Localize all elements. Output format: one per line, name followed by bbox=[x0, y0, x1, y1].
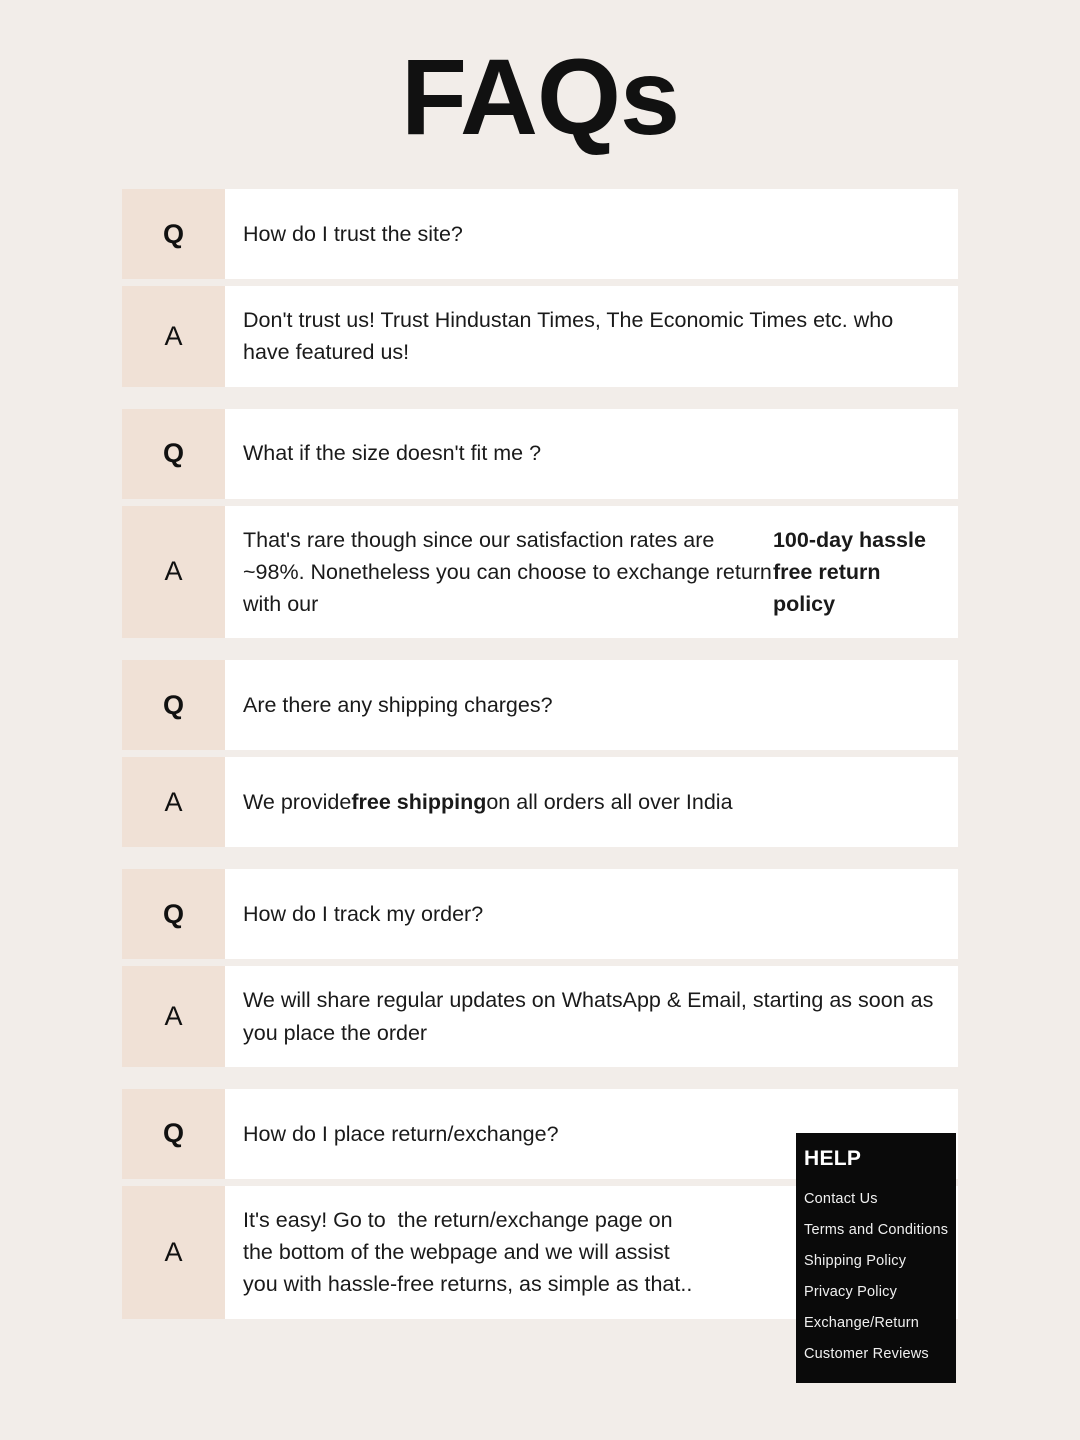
faq-item bbox=[122, 409, 958, 639]
question-badge: Q bbox=[122, 660, 225, 750]
faq-question-row[interactable] bbox=[122, 869, 958, 959]
page-title: FAQs bbox=[400, 36, 680, 157]
answer-text: That's rare though since our satisfaction rates are ~98%. Nonetheless you can choose to exchange return with our 100-day hassle free return policy bbox=[225, 506, 958, 639]
help-link-customer-reviews[interactable]: Customer Reviews bbox=[804, 1345, 929, 1362]
answer-text: Don't trust us! Trust Hindustan Times, The Economic Times etc. who have featured us! bbox=[225, 286, 958, 387]
faq-answer-row bbox=[122, 966, 958, 1067]
help-link-exchange-return[interactable]: Exchange/Return bbox=[804, 1314, 920, 1331]
help-link-contact-us[interactable]: Contact Us bbox=[804, 1190, 878, 1207]
help-link-terms-and-conditions[interactable]: Terms and Conditions bbox=[804, 1221, 949, 1238]
question-text: Are there any shipping charges? bbox=[225, 660, 958, 750]
question-badge: Q bbox=[122, 869, 225, 959]
question-text: How do I trust the site? bbox=[225, 189, 958, 279]
faq-question-row[interactable] bbox=[122, 660, 958, 750]
answer-text: We provide free shipping on all orders all over India bbox=[225, 757, 958, 847]
help-title: HELP bbox=[804, 1147, 862, 1170]
question-text: How do I place return/exchange? bbox=[225, 1089, 958, 1179]
help-link-shipping-policy[interactable]: Shipping Policy bbox=[804, 1252, 907, 1269]
faq-item bbox=[122, 189, 958, 387]
faq-item bbox=[122, 869, 958, 1067]
question-badge: Q bbox=[122, 189, 225, 279]
help-panel bbox=[796, 1133, 956, 1383]
question-text: How do I track my order? bbox=[225, 869, 958, 959]
faq-answer-row bbox=[122, 286, 958, 387]
answer-badge: A bbox=[122, 286, 225, 387]
faq-question-row[interactable] bbox=[122, 409, 958, 499]
faq-answer-row bbox=[122, 506, 958, 639]
answer-badge: A bbox=[122, 506, 225, 639]
help-link-privacy-policy[interactable]: Privacy Policy bbox=[804, 1283, 898, 1300]
faq-item bbox=[122, 660, 958, 847]
question-badge: Q bbox=[122, 1089, 225, 1179]
answer-text: We will share regular updates on WhatsApp & Email, starting as soon as you place the order bbox=[225, 966, 958, 1067]
question-text: What if the size doesn't fit me ? bbox=[225, 409, 958, 499]
faq-question-row[interactable] bbox=[122, 189, 958, 279]
answer-text: It's easy! Go to the return/exchange page on the bottom of the webpage and we will assist you with hassle-free returns, as simple as that.. bbox=[225, 1186, 958, 1319]
answer-badge: A bbox=[122, 757, 225, 847]
answer-badge: A bbox=[122, 1186, 225, 1319]
answer-badge: A bbox=[122, 966, 225, 1067]
faq-answer-row bbox=[122, 757, 958, 847]
question-badge: Q bbox=[122, 409, 225, 499]
